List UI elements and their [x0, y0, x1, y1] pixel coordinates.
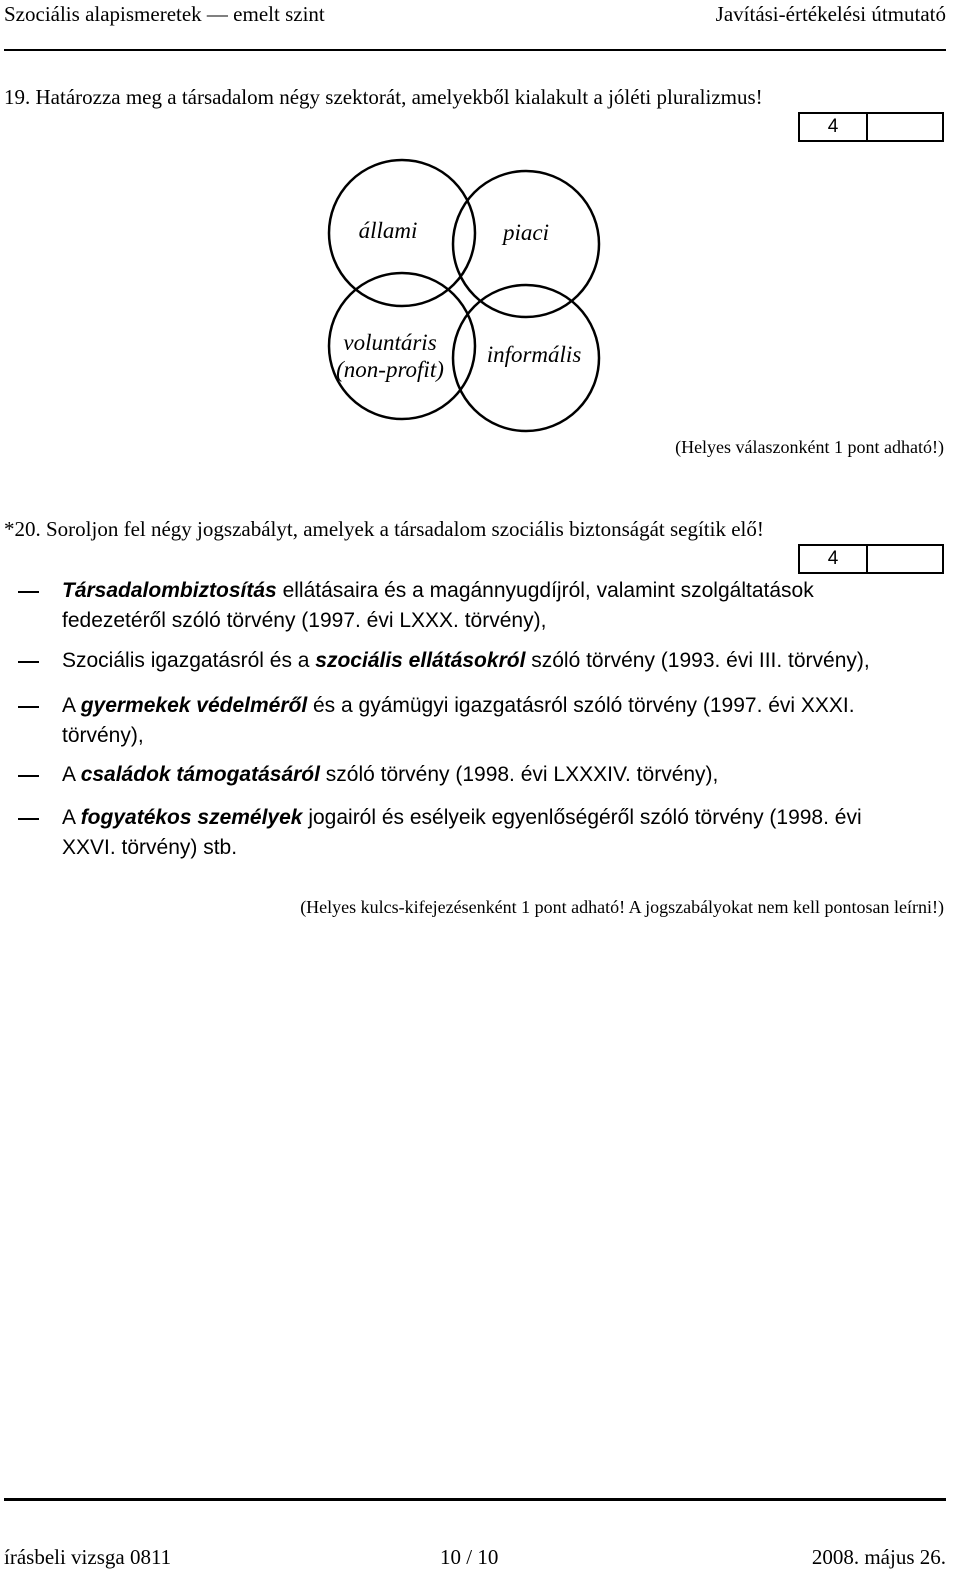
bullet-dash: [18, 591, 39, 593]
law-text-prefix: A: [62, 806, 81, 829]
footer-rule: [4, 1498, 946, 1501]
header-rule: [4, 49, 946, 51]
venn-label-voluntary-1: voluntáris: [343, 330, 437, 355]
law-text: szóló törvény (1998. évi LXXXIV. törvény),: [319, 763, 719, 786]
awarded-score-field: [868, 546, 942, 572]
law-keyword: Társadalombiztosítás: [62, 579, 277, 602]
venn-label-market: piaci: [503, 220, 549, 245]
question-19-note: (Helyes válaszonként 1 pont adható!): [675, 437, 944, 457]
venn-label-voluntary-2: (non-profit): [336, 357, 444, 382]
venn-diagram: [320, 148, 620, 448]
law-keyword: fogyatékos személyek: [80, 806, 303, 829]
bullet-dash: [18, 661, 39, 663]
question-20-title: *20. Soroljon fel négy jogszabályt, amelyek a társadalom szociális biztonságát segítik elő!: [4, 517, 764, 541]
max-score: 4: [800, 114, 868, 140]
header-subtitle: Javítási-értékelési útmutató: [715, 2, 946, 26]
law-text: szóló törvény (1993. évi III. törvény),: [525, 649, 870, 672]
bullet-dash: [18, 775, 39, 777]
awarded-score-field: [868, 114, 942, 140]
score-box-19: [798, 112, 944, 142]
header-title: Szociális alapismeretek — emelt szint: [4, 2, 325, 26]
question-19-title: 19. Határozza meg a társadalom négy szektorát, amelyekből kialakult a jóléti pluralizmus!: [4, 85, 763, 109]
law-item-4: [62, 760, 892, 790]
question-20-note: (Helyes kulcs-kifejezésenként 1 pont adható! A jogszabályokat nem kell pontosan leírni!): [300, 897, 944, 917]
footer-date: 2008. május 26.: [811, 1545, 946, 1569]
law-item-5: [62, 803, 892, 863]
law-text: jogairól és esélyeik egyenlőségéről szóló törvény (1998. évi XXVI. törvény) stb.: [62, 806, 862, 859]
law-keyword: szociális ellátásokról: [315, 649, 526, 672]
max-score: 4: [800, 546, 868, 572]
footer-page-number: 10 / 10: [440, 1545, 499, 1569]
venn-label-informal: informális: [486, 342, 582, 367]
law-text: ellátásaira és a magánnyugdíjról, valamint szolgáltatások fedezetéről szóló törvény (1997. évi LXXX. törvény),: [62, 579, 814, 632]
score-box-20: [798, 544, 944, 574]
venn-label-state: állami: [358, 218, 418, 243]
bullet-dash: [18, 706, 39, 708]
law-item-2: [62, 646, 892, 676]
law-keyword: gyermekek védelméről: [80, 694, 308, 717]
footer-exam-code: írásbeli vizsga 0811: [4, 1545, 172, 1569]
law-text-prefix: Szociális igazgatásról és a: [62, 649, 316, 672]
law-item-1: [62, 576, 892, 636]
law-text-prefix: A: [62, 694, 81, 717]
law-text-prefix: A: [62, 763, 81, 786]
law-text: és a gyámügyi igazgatásról szóló törvény (1997. évi XXXI. törvény),: [62, 694, 855, 747]
bullet-dash: [18, 818, 39, 820]
law-item-3: [62, 691, 892, 751]
law-keyword: családok támogatásáról: [80, 763, 320, 786]
